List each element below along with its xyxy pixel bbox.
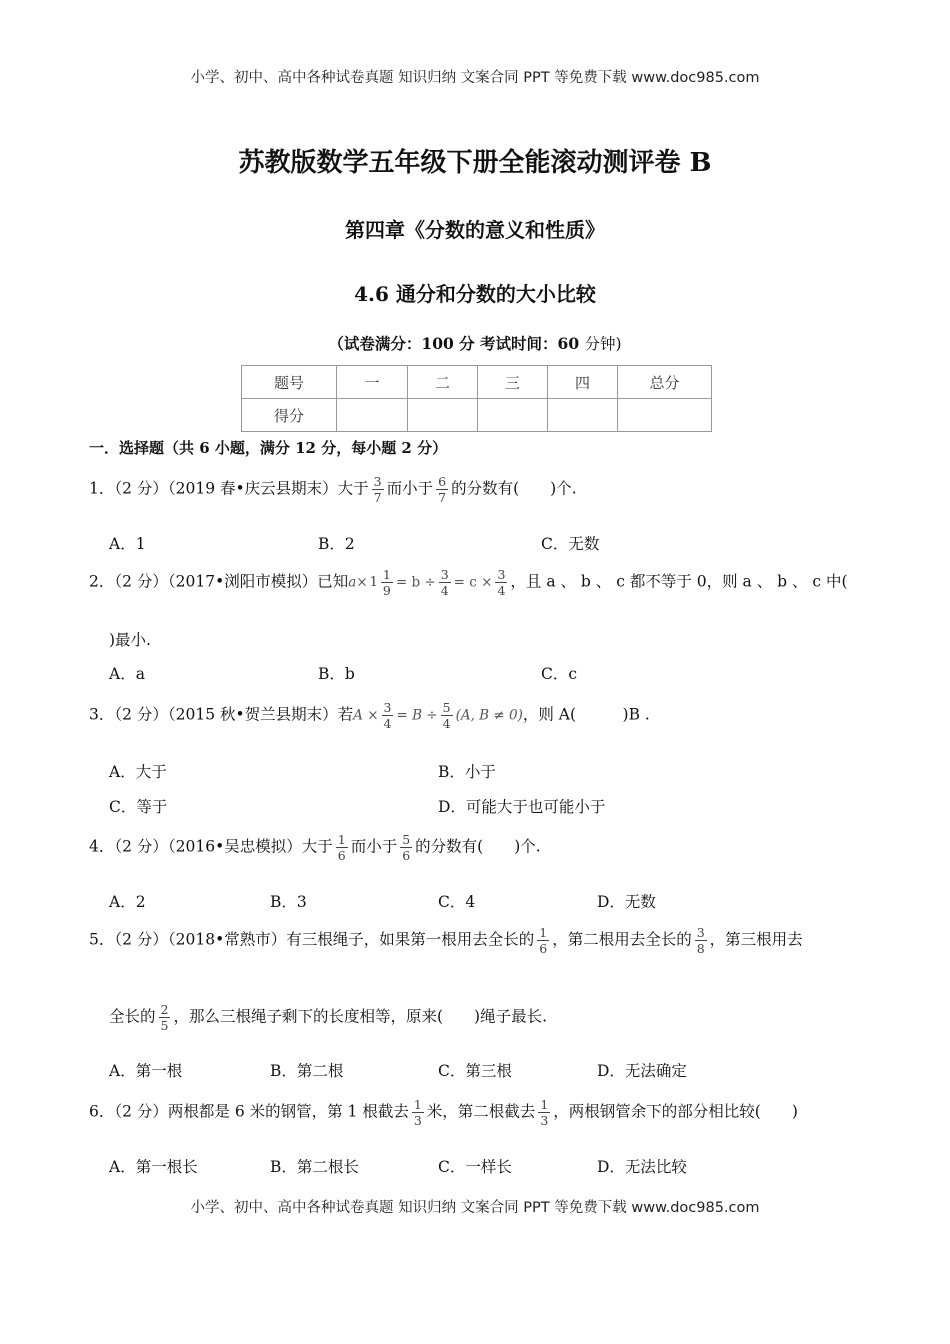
q5-prefix: 5．（2 分）（2018•常熟市）有三根绳子，如果第一根用去全长的: [89, 930, 535, 949]
fraction: $\frac{5}{6}$: [402, 832, 411, 863]
q6-option-c[interactable]: C．一样长: [438, 1158, 512, 1176]
question-6: [89, 1097, 798, 1128]
fraction: $\frac{5}{4}$: [442, 700, 451, 731]
q5-option-a[interactable]: A．第一根: [109, 1062, 183, 1080]
q6-option-b[interactable]: B．第二根长: [270, 1158, 359, 1176]
q6-suffix: ，两根钢管余下的部分相比较( ): [553, 1102, 798, 1121]
q4-mid: 而小于: [350, 837, 398, 856]
lesson-title: 4.6 通分和分数的大小比较: [354, 282, 596, 306]
exam-info-rest: 分钟): [584, 335, 622, 353]
score-table-header-row: [242, 366, 712, 399]
q1-prefix: 1．（2 分）（2019 春•庆云县期末）大于: [89, 479, 369, 498]
fraction: $\frac{1}{6}$: [337, 832, 346, 863]
fraction: $\frac{3}{4}$: [383, 700, 392, 731]
footer-banner: 小学、初中、高中各种试卷真题 知识归纳 文案合同 PPT 等免费下载 www.doc985.com: [190, 1200, 760, 1216]
q3-suffix: ，则 A( )B .: [522, 705, 650, 724]
score-table-col: 总分: [618, 366, 712, 399]
q1-mid: 而小于: [386, 479, 434, 498]
q6-prefix: 6．（2 分）两根都是 6 米的钢管，第 1 根截去: [89, 1102, 409, 1121]
q2-line2: )最小.: [109, 631, 151, 649]
fraction: $\frac{3}{7}$: [373, 474, 382, 505]
score-cell[interactable]: [548, 399, 618, 432]
fraction: $\frac{3}{4}$: [497, 567, 506, 598]
q2-option-c[interactable]: C．c: [541, 665, 578, 683]
score-table-col: 三: [478, 366, 548, 399]
q3-option-d[interactable]: D．可能大于也可能小于: [438, 798, 606, 816]
score-table-label: 得分: [242, 399, 337, 432]
q5-option-c[interactable]: C．第三根: [438, 1062, 512, 1080]
q5-mid: ，第二根用去全长的: [552, 930, 692, 949]
q2-prefix: 2．（2 分）（2017•浏阳市模拟）已知: [89, 572, 349, 591]
q5-end: ，第三根用去: [709, 930, 803, 949]
fraction: $\frac{2}{5}$: [160, 1002, 169, 1033]
score-cell[interactable]: [408, 399, 478, 432]
q3-option-a[interactable]: A．大于: [109, 763, 167, 781]
chapter-title: 第四章《分数的意义和性质》: [345, 218, 605, 242]
header-banner: 小学、初中、高中各种试卷真题 知识归纳 文案合同 PPT 等免费下载 www.doc985.com: [190, 70, 760, 86]
fraction: $\frac{1}{3}$: [413, 1097, 422, 1128]
score-table-col: 一: [337, 366, 408, 399]
fraction: $\frac{1}{3}$: [540, 1097, 549, 1128]
exam-title: 苏教版数学五年级下册全能滚动测评卷 B: [238, 148, 712, 178]
q4-option-b[interactable]: B．3: [270, 893, 307, 911]
fraction: $\frac{1}{6}$: [539, 925, 548, 956]
q3-option-c[interactable]: C．等于: [109, 798, 168, 816]
fraction: $\frac{1}{9}$: [382, 567, 391, 598]
q5-line2: [109, 1002, 547, 1033]
exam-info: [0, 332, 950, 354]
section-heading: 一．选择题（共 6 小题，满分 12 分，每小题 2 分）: [89, 439, 448, 457]
question-5: [89, 925, 803, 956]
score-table-label: 题号: [242, 366, 337, 399]
score-table-col: 二: [408, 366, 478, 399]
question-2: 2．（2 分）（2017•浏阳市模拟）已知a× 1 $\frac{1}{9}$ = b ÷ $\frac{3}{4}$ = c × $\frac{3}{4}$ ，且 a 、 b 、 c 都不等于 0，则 a 、 b 、 c 中(: [89, 567, 848, 598]
question-1: [89, 474, 577, 505]
fraction: $\frac{6}{7}$: [438, 474, 447, 505]
q6-mid: 米，第二根截去: [426, 1102, 536, 1121]
score-cell[interactable]: [478, 399, 548, 432]
score-cell[interactable]: [618, 399, 712, 432]
q2-option-b[interactable]: B．b: [318, 665, 355, 683]
q1-option-b[interactable]: B．2: [318, 535, 355, 553]
q3-option-b[interactable]: B．小于: [438, 763, 496, 781]
score-table: [241, 365, 712, 432]
q1-option-c[interactable]: C．无数: [541, 535, 600, 553]
q5-option-b[interactable]: B．第二根: [270, 1062, 344, 1080]
q2-suffix: ，且 a 、 b 、 c 都不等于 0，则 a 、 b 、 c 中(: [510, 572, 848, 591]
q2-option-a[interactable]: A．a: [109, 665, 145, 683]
q5-line2-prefix: 全长的: [109, 1007, 156, 1026]
fraction: $\frac{3}{4}$: [440, 567, 449, 598]
question-4: [89, 832, 541, 863]
q5-line2-suffix: ，那么三根绳子剩下的长度相等，原来( )绳子最长.: [173, 1007, 547, 1026]
score-table-score-row: [242, 399, 712, 432]
exam-info-bold: （试卷满分：100 分 考试时间：60: [328, 334, 580, 353]
q4-option-a[interactable]: A．2: [109, 893, 146, 911]
q5-option-d[interactable]: D．无法确定: [597, 1062, 687, 1080]
question-3: 3．（2 分）（2015 秋•贺兰县期末）若A × $\frac{3}{4}$ = B ÷ $\frac{5}{4}$ (A, B ≠ 0)，则 A( )B .: [89, 700, 650, 731]
q3-prefix: 3．（2 分）（2015 秋•贺兰县期末）若: [89, 705, 354, 724]
score-table-col: 四: [548, 366, 618, 399]
q4-option-d[interactable]: D．无数: [597, 893, 656, 911]
q1-option-a[interactable]: A．1: [109, 535, 146, 553]
q1-suffix: 的分数有( )个.: [451, 479, 577, 498]
fraction: $\frac{3}{8}$: [696, 925, 705, 956]
q6-option-d[interactable]: D．无法比较: [597, 1158, 687, 1176]
score-cell[interactable]: [337, 399, 408, 432]
q4-option-c[interactable]: C．4: [438, 893, 476, 911]
q6-option-a[interactable]: A．第一根长: [109, 1158, 198, 1176]
q4-prefix: 4．（2 分）（2016•吴忠模拟）大于: [89, 837, 333, 856]
q4-suffix: 的分数有( )个.: [415, 837, 541, 856]
